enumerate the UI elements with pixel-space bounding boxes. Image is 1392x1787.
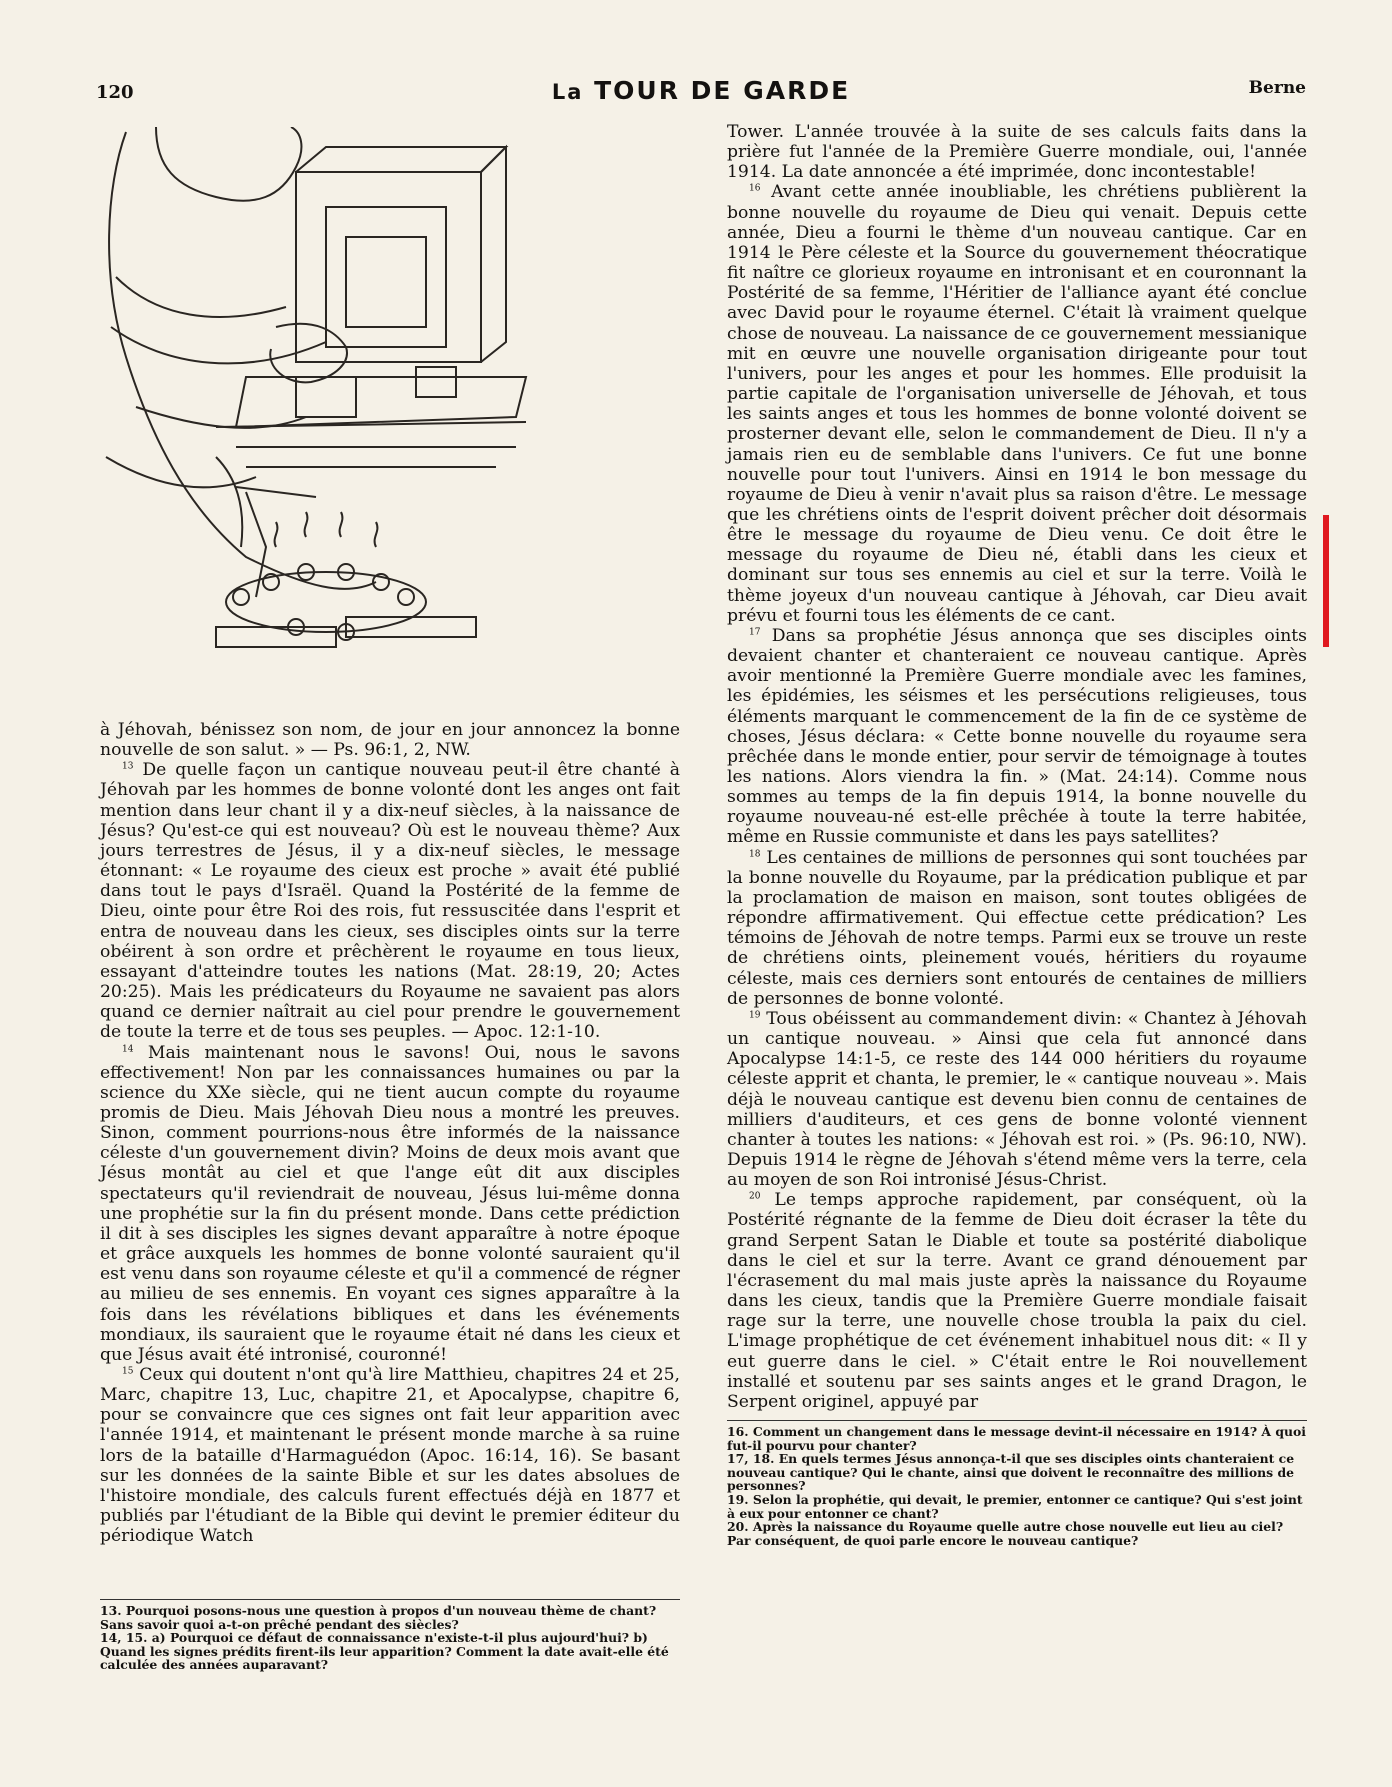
margin-mark bbox=[1323, 515, 1329, 647]
paragraph-19: $^{19}$ Tous obéissent au commandement divin: « Chantez à Jéhovah un cantique nouveau. » Ainsi que cela fut annoncé dans Apocalypse 14:1-5, ce reste des 144 000 héritiers du royaume céleste apprit et chanta, le premier, le « cantique nouveau ». Mais déjà le nouveau cantique est devenu bien connu de centaines de milliers d'auditeurs, et ces gens de bonne volonté viennent chanter à toutes les nations: « Jéhovah est roi. » (Ps. 96:10, NW). Depuis 1914 le règne de Jéhovah s'étend même vers la terre, cela au moyen de son Roi intronisé Jésus-Christ. bbox=[727, 1008, 1307, 1191]
magazine-title-main: TOUR DE GARDE bbox=[594, 76, 851, 105]
paragraph-15: $^{15}$ Ceux qui doutent n'ont qu'à lire Matthieu, chapitres 24 et 25, Marc, chapitre 13, Luc, chapitre 21, et Apocalypse, chapitre 6, pour se convaincre que ces signes ont fait leur apparition avec l'année 1914, et maintenant le présent monde marche à sa ruine lors de la bataille d'Harmaguédon (Apoc. 16:14, 16). Se basant sur les données de la sainte Bible et sur les dates absolues de l'histoire mondiale, des calculs furent effectués déjà en 1877 et publiés par l'étudiant de la Bible qui devint le premier éditeur du périodique Watch bbox=[100, 1365, 680, 1547]
paragraph-number: 15 bbox=[122, 1366, 134, 1377]
paragraph-18: $^{18}$ Les centaines de millions de personnes qui sont touchées par la bonne nouvelle du Royaume, par la prédication publique et par la proclamation de maison en maison, sont toutes obligées de répondre affirmativement. Qui effectue cette prédication? Les témoins de Jéhovah de notre temps. Parmi eux se trouve un reste de chrétiens oints, pleinement voués, héritiers du royaume céleste, mais ces derniers sont entourés de centaines de milliers de personnes de bonne volonté. bbox=[727, 847, 1307, 1009]
right-column bbox=[727, 122, 1307, 1547]
paragraph-16: $^{16}$ Avant cette année inoubliable, les chrétiens publièrent la bonne nouvelle du royaume de Dieu qui venait. Depuis cette année, Dieu a fourni le thème d'un nouveau cantique. Car en 1914 le Père céleste et la Source du gouvernement théocratique fit naître ce glorieux royaume en intronisant et en couronnant la Postérité de sa femme, l'Héritier de l'alliance ayant été conclue avec David pour le royaume éternel. C'était là vraiment quelque chose de nouveau. La naissance de ce gouvernement messianique mit en œuvre une nouvelle organisation dirigeante pour tout l'univers, pour les anges et pour les hommes. Elle produisit la partie capitale de l'organisation universelle de Jéhovah, et tous les saints anges et tous les hommes de bonne volonté doivent se prosterner devant elle, selon le commandement de Dieu. Il n'y a jamais rien eu de semblable dans l'univers. Ce fut une bonne nouvelle pour tout l'univers. Ainsi en 1914 le bon message du royaume de Dieu à venir n'avait plus sa raison d'être. Le message que les chrétiens oints de l'esprit doivent prêcher doit désormais être le message du royaume de Dieu venu. Ce doit être le message du royaume de Dieu né, établi dans les cieux et dominant sur tous ses ennemis au ciel et sur la terre. Voilà le thème joyeux d'un nouveau cantique à Jéhovah, car Dieu avait prévu et fourni tous les éléments de ce cant. bbox=[727, 182, 1308, 626]
paragraph-continuation-right: Tower. L'année trouvée à la suite de ses calculs faits dans la prière fut l'année de la Première Guerre mondiale, oui, l'année 1914. La date annoncée a été imprimée, donc incontestable! bbox=[727, 122, 1307, 183]
magazine-title-la: La bbox=[551, 80, 584, 104]
left-study-questions bbox=[100, 1599, 680, 1672]
paragraph-17: $^{17}$ Dans sa prophétie Jésus annonça que ses disciples oints devaient chanter et chanteraient ce nouveau cantique. Après avoir mentionné la Première Guerre mondiale avec les famines, les épidémies, les séismes et les persécutions religieuses, tous éléments marquant le commencement de la fin de ce système de choses, Jésus déclara: « Cette bonne nouvelle du royaume sera prêchée dans le monde entier, pour servir de témoignage à toutes les nations. Alors viendra la fin. » (Mat. 24:14). Comme nous sommes au temps de la fin depuis 1914, la bonne nouvelle du royaume nouveau-né est-elle prêchée à toute la terre habitée, même en Russie communiste et dans les pays satellites? bbox=[727, 625, 1307, 848]
study-question-16: 16. Comment un changement dans le message devint-il nécessaire en 1914? À quoi fut-il pourvu pour chanter? bbox=[727, 1424, 1307, 1453]
study-question-14-15: 14, 15. a) Pourquoi ce défaut de connaissance n'existe-t-il plus aujourd'hui? b) Quand les signes prédits firent-ils leur apparition? Comment la date avait-elle été calculée des années auparavant? bbox=[100, 1630, 669, 1673]
paragraph-20: $^{20}$ Le temps approche rapidement, par conséquent, où la Postérité régnante de la femme de Dieu doit écraser la tête du grand Serpent Satan le Diable et toute sa postérité diabolique dans le ciel et sur la terre. Avant ce grand dénouement par l'écrasement du mal mais juste après la naissance du Royaume dans les cieux, tandis que la Première Guerre mondiale faisait rage sur la terre, une nouvelle chose troubla la paix du ciel. L'image prophétique de cet événement inhabituel nous dit: « Il y eut guerre dans le ciel. » C'était entre le Roi nouvellement installé et soutenu par ses saints anges et le grand Dragon, le Serpent originel, appuyé par bbox=[727, 1190, 1307, 1412]
study-question-19: 19. Selon la prophétie, qui devait, le premier, entonner ce cantique? Qui s'est joint à eux pour entonner ce chant? bbox=[727, 1491, 1303, 1521]
study-question-17-18: 17, 18. En quels termes Jésus annonça-t-il que ses disciples oints chanteraient ce nouveau cantique? Qui le chante, ainsi que doivent le reconnaître des millions de personnes? bbox=[727, 1451, 1295, 1494]
page-header bbox=[96, 76, 1306, 116]
paragraph-number: 14 bbox=[122, 1043, 134, 1054]
paragraph-number: 16 bbox=[749, 183, 761, 194]
page-number: 120 bbox=[96, 82, 134, 103]
study-question-20: 20. Après la naissance du Royaume quelle autre chose nouvelle eut lieu au ciel? Par conséquent, de quoi parle encore le nouveau cantique? bbox=[727, 1519, 1284, 1548]
paragraph-number: 17 bbox=[749, 627, 761, 638]
paragraph-13: $^{13}$ De quelle façon un cantique nouveau peut-il être chanté à Jéhovah par les hommes de bonne volonté dont les anges ont fait mention dans leur chant il y a dix-neuf siècles, à la naissance de Jésus? Qu'est-ce qui est nouveau? Où est le nouveau thème? Aux jours terrestres de Jésus, il y a dix-neuf siècles, le message étonnant: « Le royaume des cieux est proche » avait été publié dans tout le pays d'Israël. Quand la Postérité de la femme de Dieu, ointe pour être Roi des rois, fut ressuscitée dans l'esprit et entra de nouveau dans les cieux, ses disciples oints sur la terre obéirent à son ordre et prêchèrent le royaume en tous lieux, essayant d'atteindre toutes les nations (Mat. 28:19, 20; Actes 20:25). Mais les prédicateurs du Royaume ne savaient pas alors quand ce dernier naîtrait au ciel pour prendre le gouvernement de toute la terre et de tous ses peuples. — Apoc. 12:1-10. bbox=[100, 760, 680, 1043]
paragraph-number: 13 bbox=[122, 761, 134, 772]
paragraph-continuation: à Jéhovah, bénissez son nom, de jour en jour annoncez la bonne nouvelle de son salut. » — Ps. 96:1, 2, NW. bbox=[100, 720, 680, 761]
edition-name: Berne bbox=[1248, 78, 1306, 98]
magazine-title bbox=[96, 76, 1306, 105]
paragraph-number: 18 bbox=[749, 848, 761, 859]
paragraph-number: 19 bbox=[749, 1010, 761, 1021]
study-question-13: 13. Pourquoi posons-nous une question à propos d'un nouveau thème de chant? Sans savoir quoi a-t-on prêché pendant des siècles? bbox=[100, 1603, 657, 1632]
left-column bbox=[100, 720, 680, 1546]
temple-illustration-icon bbox=[96, 127, 536, 687]
right-study-questions bbox=[727, 1420, 1307, 1547]
paragraph-number: 20 bbox=[749, 1191, 761, 1202]
paragraph-14: $^{14}$ Mais maintenant nous le savons! Oui, nous le savons effectivement! Non par les connaissances humaines ou par la science du XXe siècle, qui ne tient aucun compte du royaume promis de Dieu. Mais Jéhovah Dieu nous a montré les preuves. Sinon, comment pourrions-nous être informés de la naissance céleste d'un gouvernement divin? Moins de deux mois avant que Jésus montât au ciel et que l'ange eût dit aux disciples spectateurs qu'il reviendrait de nouveau, Jésus lui-même donna une prophétie sur la fin du présent monde. Dans cette prédiction il dit à ses disciples les signes devant apparaître à notre époque et grâce auxquels les hommes de bonne volonté sauraient qu'il est venu dans son royaume céleste et qu'il a commencé de régner au milieu de ses ennemis. En voyant ces signes apparaître à la fois dans les révélations bibliques et dans les événements mondiaux, ils sauraient que le royaume était né dans les cieux et que Jésus avait été intronisé, couronné! bbox=[100, 1042, 680, 1365]
